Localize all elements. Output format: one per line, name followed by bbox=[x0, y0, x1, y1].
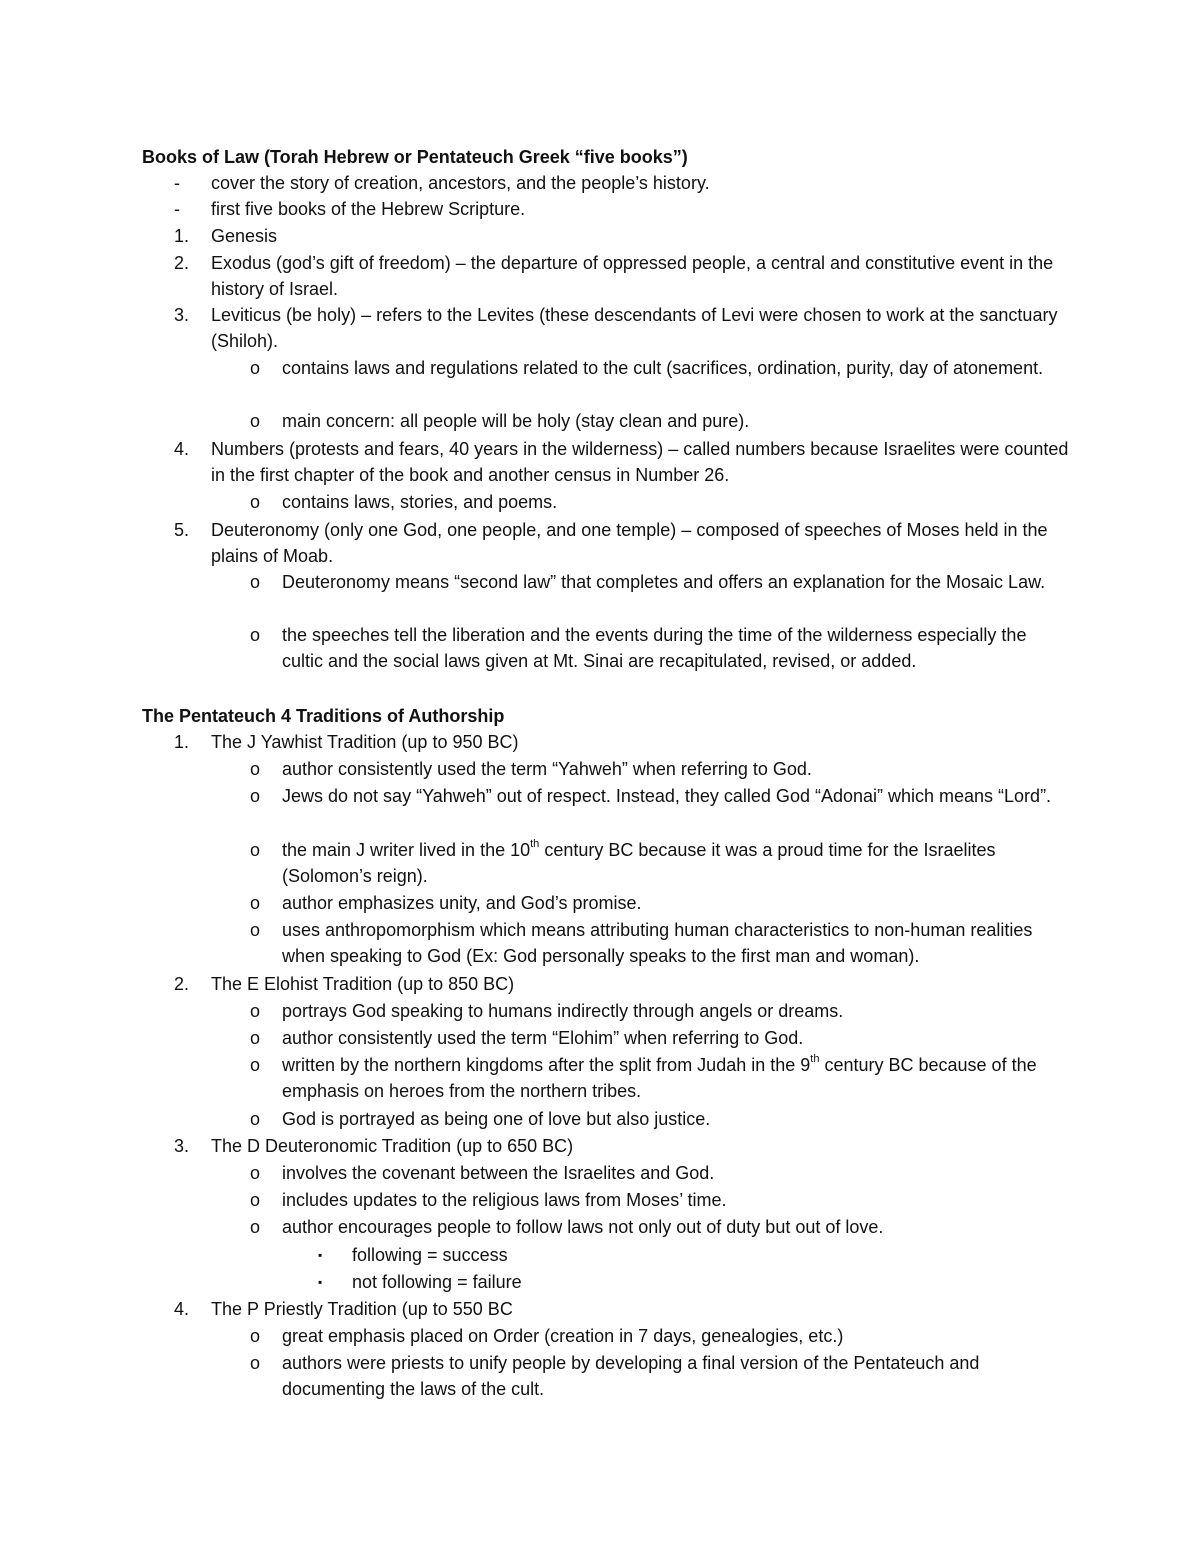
square-bullet: ▪ bbox=[318, 1248, 323, 1262]
circle-bullet: o bbox=[250, 759, 261, 779]
circle-bullet: o bbox=[250, 1163, 261, 1183]
circle-bullet: o bbox=[250, 1353, 261, 1373]
circle-bullet: o bbox=[250, 492, 261, 512]
section-heading-books-of-law: Books of Law (Torah Hebrew or Pentateuch Greek “five books”) bbox=[142, 147, 688, 167]
circle-bullet: o bbox=[250, 1217, 261, 1237]
circle-bullet: o bbox=[250, 786, 261, 806]
circle-bullet: o bbox=[250, 572, 261, 592]
circle-bullet: o bbox=[250, 1326, 261, 1346]
circle-bullet: o bbox=[250, 1109, 261, 1129]
document-page: Books of Law (Torah Hebrew or Pentateuch Greek “five books”) - cover the story of creation, ancestors, and the people’s history. - first five books of the Hebrew Scripture. 1. Genesis 2. Exodus (god’s gift of freedom) – the departure of oppressed people, a central and constitutive event in the history of Israel. 3. Leviticus (be holy) – refers to the Levites (these descendants of Levi were chosen to work at the sanctuary (Shiloh). o contains laws and regulations related to the cult (sacrifices, ordination, purity, day of atonement. o main concern: all people will be holy (stay clean and pure). 4. Numbers (protests and fears, 40 years in the wilderness) – called numbers because Israelites were counted in the first chapter of the book and another census in Number 26. o contains laws, stories, and poems. 5. Deuteronomy (only one God, one people, and one temple) – composed of speeches of Moses held in the plains of Moab. o Deuteronomy means “second law” that completes and offers an explanation for the Mosaic Law. o the speeches tell the liberation and the events during the time of the wilderness especially the cultic and the social laws given at Mt. Sinai are recapitulated, revised, or added. The Pentateuch 4 Traditions of Authorship 1. The J Yawhist Tradition (up to 950 BC) o author consistently used the term “Yahweh” when referring to God. o Jews do not say “Yahweh” out of respect. Instead, they called God “Adonai” which means “Lord”. o the main J writer lived in the 10th century BC because it was a proud time for the Israelites (Solomon’s reign). o author emphasizes unity, and God’s promise. o uses anthropomorphism which means attributing human characteristics to non-human realities when speaking to God (Ex: God personally speaks to the first man and woman). 2. The E Elohist Tradition (up to 850 BC) o portrays God speaking to humans indirectly through angels or dreams. o author consistently used the term “Elohim” when referring to God. o written by the northern kingdoms after the split from Judah in the 9th century BC because of the emphasis on heroes from the northern tribes. o God is portrayed as being one of love but also justice. 3. The D Deuteronomic Tradition (up to 650 BC) o involves the covenant between the Israelites and God. o includes updates to the religious laws from Moses’ time. o author encourages people to follow laws not only out of duty but out of love. ▪ following = success ▪ not following = failure 4. The P Priestly Tradition (up to 550 BC o great emphasis placed on Order (creation in 7 days, genealogies, etc.) o authors were priests to unify people by developing a final version of the Pentateuch and documenting the laws of the cult. bbox=[0, 0, 1200, 1553]
circle-bullet: o bbox=[250, 625, 261, 645]
section-heading-traditions: The Pentateuch 4 Traditions of Authorship bbox=[142, 706, 505, 726]
circle-bullet: o bbox=[250, 840, 261, 860]
dash-bullet: - bbox=[174, 199, 180, 219]
circle-bullet: o bbox=[250, 1028, 261, 1048]
circle-bullet: o bbox=[250, 1190, 261, 1210]
circle-bullet: o bbox=[250, 1055, 261, 1075]
dash-bullet: - bbox=[174, 173, 180, 193]
circle-bullet: o bbox=[250, 411, 261, 431]
circle-bullet: o bbox=[250, 1001, 261, 1021]
square-bullet: ▪ bbox=[318, 1275, 323, 1289]
circle-bullet: o bbox=[250, 358, 261, 378]
circle-bullet: o bbox=[250, 893, 261, 913]
circle-bullet: o bbox=[250, 920, 261, 940]
